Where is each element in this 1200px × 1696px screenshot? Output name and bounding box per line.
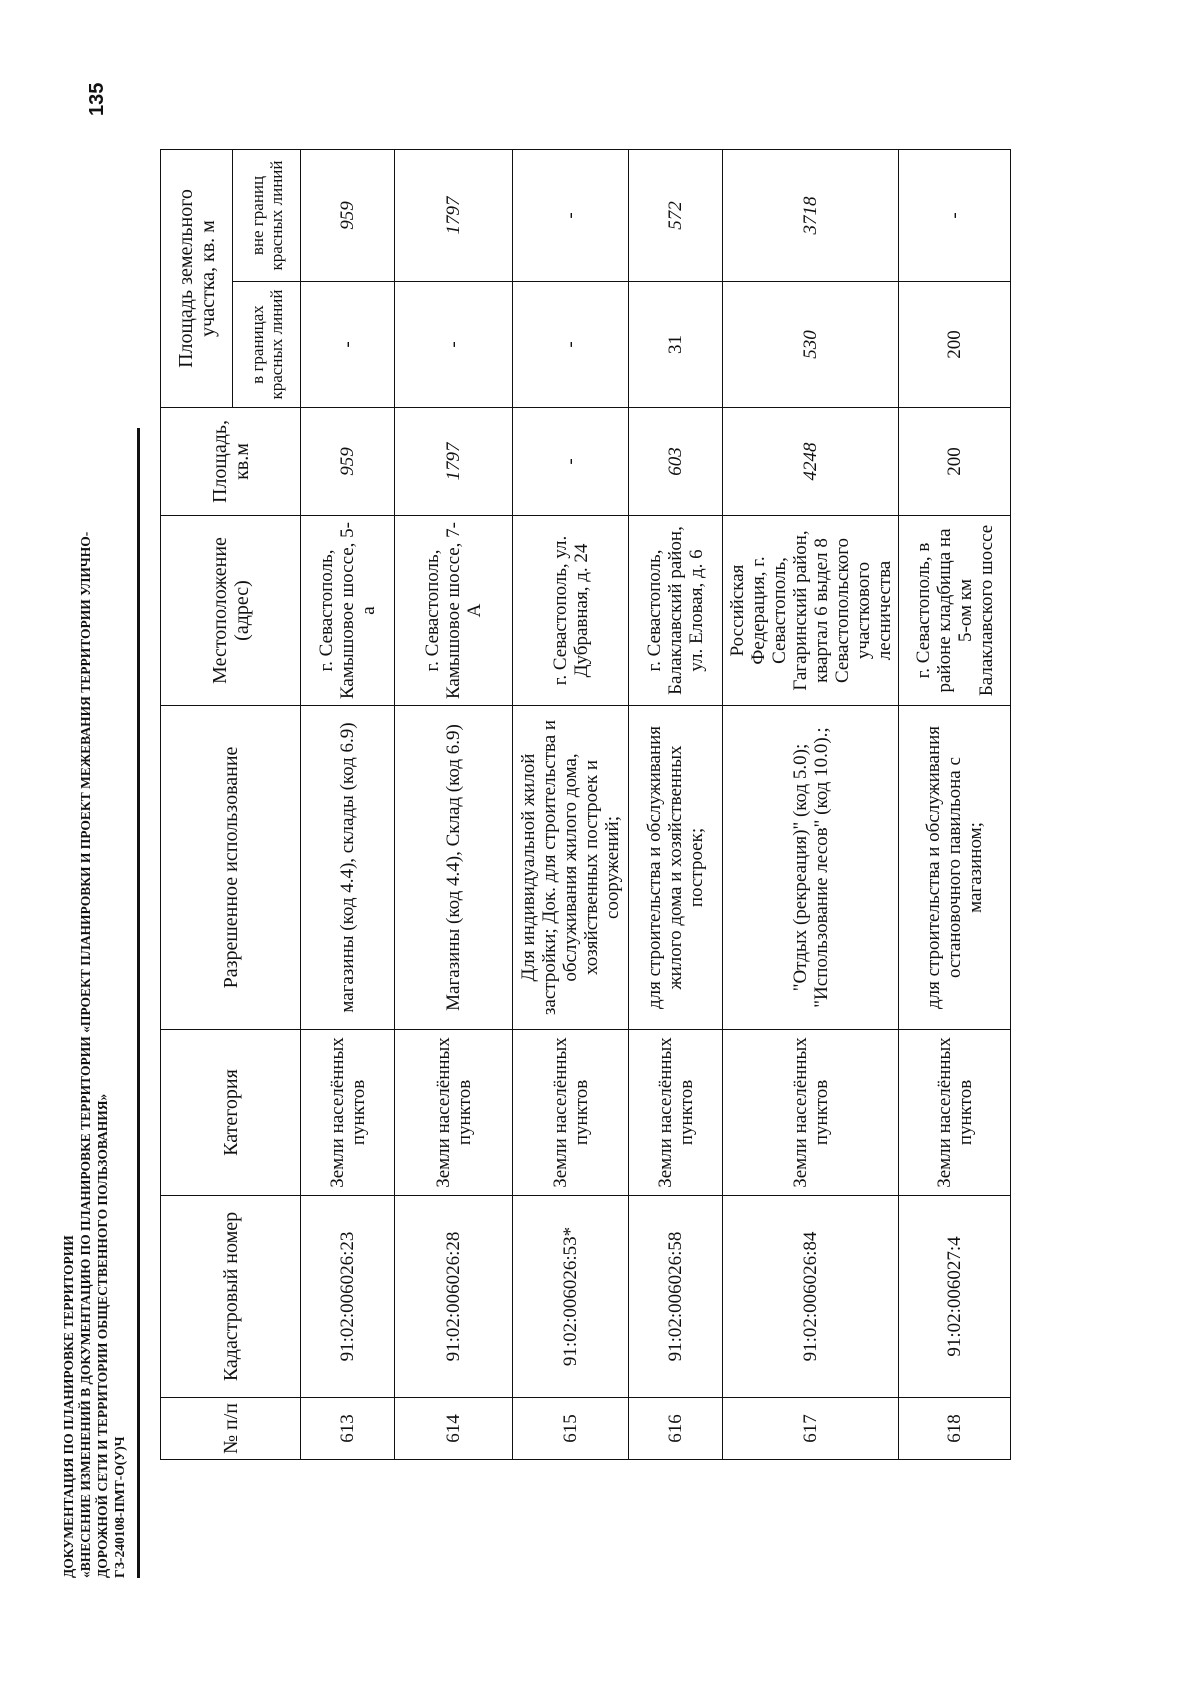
cell-category: Земли населённых пунктов [513,1030,629,1196]
table-header-row [161,149,233,1459]
cell-num: 613 [301,1398,395,1460]
cell-permitted-use: Магазины (код 4.4), Склад (код 6.9) [395,706,513,1030]
cell-area: - [513,408,629,516]
cell-outside: 572 [629,149,723,281]
cell-num: 618 [899,1398,1011,1460]
cell-outside: - [899,149,1011,281]
cell-category: Земли населённых пунктов [629,1030,723,1196]
cell-inside: - [513,282,629,408]
cell-permitted-use: для строительства и обслуживания остановочного павильона с магазином; [899,706,1011,1030]
cell-category: Земли населённых пунктов [723,1030,899,1196]
header-line-4: ГЗ-240108-ПМТ-О(У)Ч [112,1436,127,1578]
cell-num: 615 [513,1398,629,1460]
cell-num: 616 [629,1398,723,1460]
header-category: Категория [161,1030,301,1196]
cell-category: Земли населённых пунктов [301,1030,395,1196]
table-row [899,149,1011,1459]
cell-inside: - [301,282,395,408]
header-line-1: ДОКУМЕНТАЦИЯ ПО ПЛАНИРОВКЕ ТЕРРИТОРИИ [61,1235,76,1578]
cell-outside: 959 [301,149,395,281]
cell-location: Российская Федерация, г. Севастополь, Гагаринский район, квартал 6 выдел 8 Севастопольского участкового лесничества [723,516,899,706]
cell-inside: 530 [723,282,899,408]
cell-location: г. Севастополь, Камышовое шоссе, 5-а [301,516,395,706]
cell-num: 617 [723,1398,899,1460]
header-permitted-use: Разрешенное использование [161,706,301,1030]
cell-permitted-use: магазины (код 4.4), склады (код 6.9) [301,706,395,1030]
cell-outside: 3718 [723,149,899,281]
cell-location: г. Севастополь, Балаклавский район, ул. Еловая, д. 6 [629,516,723,706]
cell-num: 614 [395,1398,513,1460]
cell-cadastral: 91:02:006027:4 [899,1196,1011,1398]
cell-location: г. Севастополь, в районе кладбища на 5-ом км Балаклавского шоссе [899,516,1011,706]
cell-permitted-use: "Отдых (рекреация)" (код 5.0); "Использование лесов" (код 10.0).; [723,706,899,1030]
table-row [629,149,723,1459]
header-num: № п/п [161,1398,301,1460]
cell-permitted-use: для строительства и обслуживания жилого дома и хозяйственных построек; [629,706,723,1030]
cell-cadastral: 91:02:006026:58 [629,1196,723,1398]
table-row [723,149,899,1459]
cell-permitted-use: Для индивидуальной жилой застройки; Док. для строительства и обслуживания жилого дома, хозяйственных построек и сооружений; [513,706,629,1030]
header-rule [137,428,140,1578]
cell-cadastral: 91:02:006026:23 [301,1196,395,1398]
cell-location: г. Севастополь, ул. Дубравная, д. 24 [513,516,629,706]
land-plots-table [160,149,1011,1460]
table-row [301,149,395,1459]
cell-area: 1797 [395,408,513,516]
cell-category: Земли населённых пунктов [395,1030,513,1196]
cell-cadastral: 91:02:006026:53* [513,1196,629,1398]
cell-inside: 31 [629,282,723,408]
cell-area: 603 [629,408,723,516]
cell-cadastral: 91:02:006026:28 [395,1196,513,1398]
header-plot-area: Площадь земельного участка, кв. м [161,149,233,407]
cell-area: 200 [899,408,1011,516]
cell-outside: 1797 [395,149,513,281]
header-cadastral: Кадастровый номер [161,1196,301,1398]
cell-area: 4248 [723,408,899,516]
table-row [513,149,629,1459]
document-header [60,478,128,1578]
header-line-2: «ВНЕСЕНИЕ ИЗМЕНЕНИЙ В ДОКУМЕНТАЦИЮ ПО ПЛАНИРОВКЕ ТЕРРИТОРИИ «ПРОЕКТ ПЛАНИРОВКИ И ПРОЕКТ МЕЖЕВАНИЯ ТЕРРИТОРИИ УЛИЧНО- [78,531,93,1578]
table-row [395,149,513,1459]
header-outside-red-lines: вне границ красных линий [233,149,301,281]
header-area: Площадь, кв.м [161,408,301,516]
header-line-3: ДОРОЖНОЙ СЕТИ И ТЕРРИТОРИИ ОБЩЕСТВЕННОГО ПОЛЬЗОВАНИЯ» [95,1093,110,1578]
cell-outside: - [513,149,629,281]
cell-cadastral: 91:02:006026:84 [723,1196,899,1398]
header-inside-red-lines: в границах красных линий [233,282,301,408]
cell-inside: - [395,282,513,408]
page-number: 135 [86,82,108,116]
cell-category: Земли населённых пунктов [899,1030,1011,1196]
cell-inside: 200 [899,282,1011,408]
header-location: Местоположение (адрес) [161,516,301,706]
cell-location: г. Севастополь, Камышовое шоссе, 7-А [395,516,513,706]
cell-area: 959 [301,408,395,516]
